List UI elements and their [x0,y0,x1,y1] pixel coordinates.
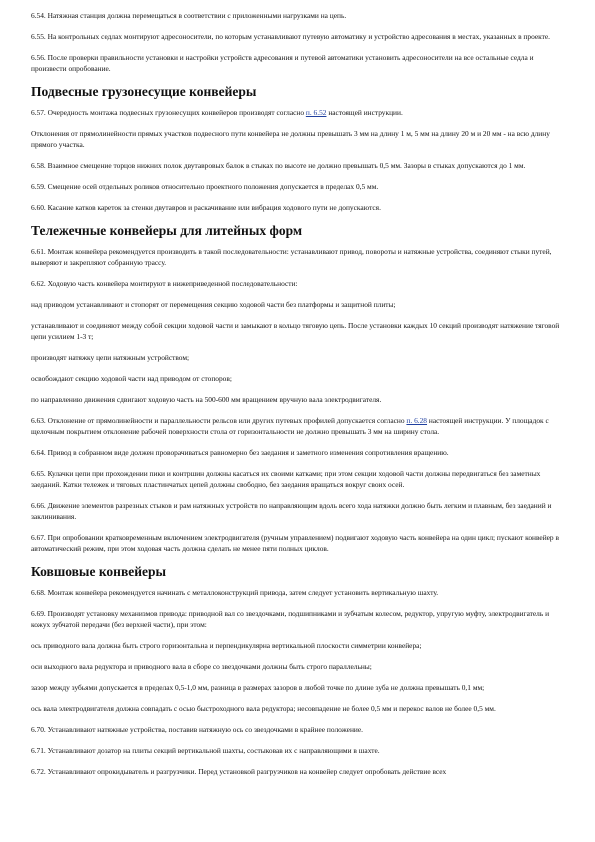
paragraph-6-63-text: 6.63. Отклонение от прямолинейности и параллельности рельсов или других путевых профилей допускается согласно [31,416,407,425]
paragraph-step-2: устанавливают и соединяют между собой секции ходовой части и замыкают в кольцо тяговую цепь. После установки каждых 10 секций производят натяжение тяговой цепи усилием 1-3 т; [31,321,560,341]
link-clause-6-52[interactable]: п. 6.52 [305,108,327,117]
paragraph-6-62: 6.62. Ходовую часть конвейера монтируют в нижеприведенной последовательности: [31,279,298,288]
document-page [31,10,566,787]
paragraph-6-55: 6.55. На контрольных седлах монтируют адресоносители, по которым устанавливают путевую автоматику и устройство адресования в местах, указанных в проекте. [31,32,550,41]
paragraph-6-57-text-end: настоящей инструкции. [326,108,403,117]
link-clause-6-28[interactable]: п. 6.28 [406,416,428,425]
paragraph-motor-shaft: ось вала электродвигателя должна совпадать с осью быстроходного вала редуктора; несовпадение не более 0,5 мм и перекос валов не более 0,5 мм. [31,704,496,713]
paragraph-6-63 [31,415,566,437]
section-heading-bucket-conveyors: Ковшовые конвейеры [31,564,167,579]
paragraph-drive-shaft: ось приводного вала должна быть строго горизонтальна и перпендикулярна вертикальной плоскости симметрии конвейера; [31,641,422,650]
paragraph-6-59: 6.59. Смещение осей отдельных роликов относительно проектного положения допускается в пределах 0,5 мм. [31,182,379,191]
paragraph-6-66: 6.66. Движение элементов разрезных стыков и рам натяжных устройств по направляющим вдоль всего хода натяжки должно быть легким и плавным, без заеданий и заклинивания. [31,501,552,521]
paragraph-reducer-shaft: оси выходного вала редуктора и приводного вала в сборе со звездочками должны быть строго параллельны; [31,662,372,671]
paragraph-6-54: 6.54. Натяжная станция должна перемещаться в соответствии с приложенными нагрузками на цепь. [31,11,347,20]
paragraph-6-70: 6.70. Устанавливают натяжные устройства, поставив натяжную ось со звездочками в крайнее положение. [31,725,363,734]
paragraph-6-64: 6.64. Привод в собранном виде должен проворачиваться равномерно без заедания и заметного изменения сопротивления вращению. [31,448,449,457]
paragraph-tooth-gap: зазор между зубьями допускается в пределах 0,5-1,0 мм, разница в размерах зазоров в любой точке по длине зуба не должна превышать 0,1 мм; [31,683,485,692]
paragraph-step-3: производят натяжку цепи натяжным устройством; [31,353,190,362]
paragraph-straightness-tolerance: Отклонения от прямолинейности прямых участков подвесного пути конвейера не должны превышать 3 мм на длину 1 м, 5 мм на длину 20 м и 20 мм - на всю длину прямого участка. [31,129,550,149]
paragraph-6-72: 6.72. Устанавливают опрокидыватель и разгрузчики. Перед установкой разгрузчиков на конвейер следует опробовать действие всех [31,767,447,776]
paragraph-6-68: 6.68. Монтаж конвейера рекомендуется начинать с металлоконструкций привода, затем следует установить вертикальную шахту. [31,588,439,597]
paragraph-step-5: по направлению движения сдвигают ходовую часть на 500-600 мм вращением вручную вала электродвигателя. [31,395,382,404]
paragraph-6-60: 6.60. Касание катков кареток за стенки двутавров и раскачивание или вибрация ходового пути не допускаются. [31,203,381,212]
section-heading-trolley-conveyors: Тележечные конвейеры для литейных форм [31,223,303,238]
paragraph-6-71: 6.71. Устанавливают дозатор на плиты секций вертикальной шахты, состыковав их с направляющими в шахте. [31,746,380,755]
paragraph-6-63-text-end: настоящей инструкции. У площадок с щелочным покрытием отклонение рабочей поверхности стола от горизонтальности не должно превышать 3 мм на ширину стола. [31,416,549,436]
paragraph-6-56: 6.56. После проверки правильности установки и настройки устройств адресования и путевой автоматики установить адресоносители на все остальные седла и произвести опробование. [31,53,534,73]
section-heading-overhead-conveyors: Подвесные грузонесущие конвейеры [31,84,257,99]
paragraph-step-4: освобождают секцию ходовой части над приводом от стопоров; [31,374,232,383]
paragraph-6-65: 6.65. Кулачки цепи при прохождении пики и контршин должны касаться их своими катками; при этом секции ходовой части должны передвигаться без заметных заеданий. Катки тележек и тяговых пластинчатых цепей должны свободно, без заедания вращаться вокруг своих осей. [31,469,541,489]
paragraph-6-69: 6.69. Производят установку механизмов привода: приводной вал со звездочками, подшипниками и зубчатым колесом, редуктор, упругую муфту, электродвигатель и кожух зубчатой передачи (без верхней части), при этом: [31,609,550,629]
paragraph-6-57-text: 6.57. Очередность монтажа подвесных грузонесущих конвейеров производят согласно [31,108,306,117]
paragraph-6-67: 6.67. При опробовании кратковременным включением электродвигателя (ручным управлением) подвигают ходовую часть конвейера на один цикл; пускают конвейер в автоматический режим, при этом ходовая часть должна сделать не менее пяти полных циклов. [31,533,559,553]
paragraph-step-1: над приводом устанавливают и стопорят от перемещения секцию ходовой части без платформы и защитной плиты; [31,300,396,309]
paragraph-6-58: 6.58. Взаимное смещение торцов нижних полок двутавровых балок в стыках по высоте не должно превышать 0,5 мм. Зазоры в стыках допускаются до 1 мм. [31,161,526,170]
paragraph-6-61: 6.61. Монтаж конвейера рекомендуется производить в такой последовательности: устанавливают привод, повороты и натяжные устройства, соединяют стыки путей, выверяют и закрепляют собранную трассу. [31,247,552,267]
paragraph-6-57 [31,107,566,118]
